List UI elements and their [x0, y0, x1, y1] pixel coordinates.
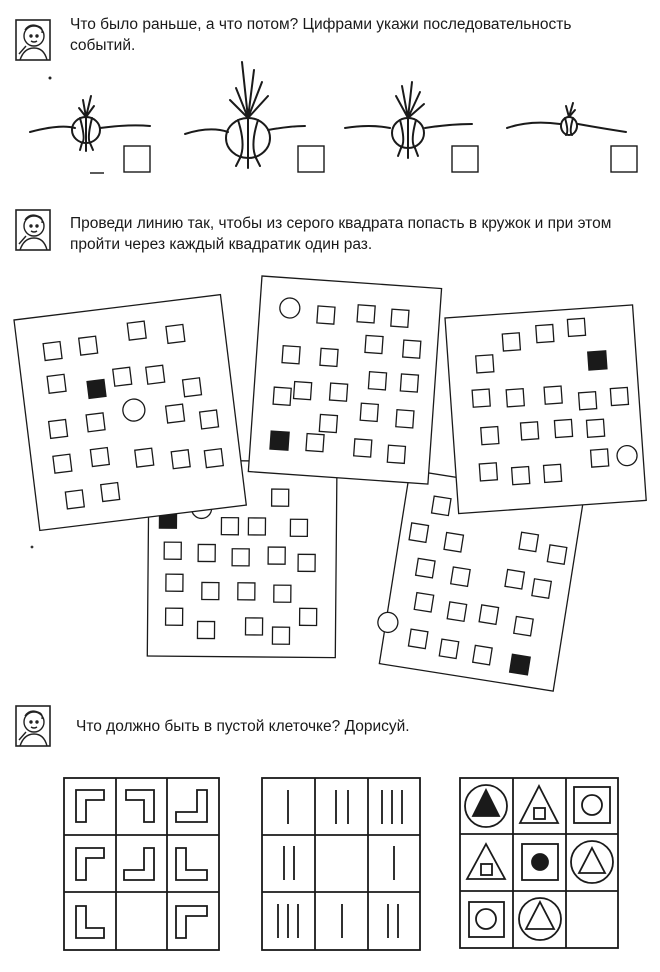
pattern-grid-1 [64, 778, 219, 950]
pattern-grid-2 [262, 778, 420, 950]
task-3-instruction: Что должно быть в пустой клеточке? Дорисуй. [76, 718, 410, 735]
task-2-instruction: Проведи линию так, чтобы из серого квадрата попасть в кружок и при этом пройти через каждый квадратик один раз. [70, 215, 612, 253]
task-1-instruction: Что было раньше, а что потом? Цифрами укажи последовательность событий. [70, 16, 572, 54]
pattern-grid-3 [460, 778, 618, 948]
